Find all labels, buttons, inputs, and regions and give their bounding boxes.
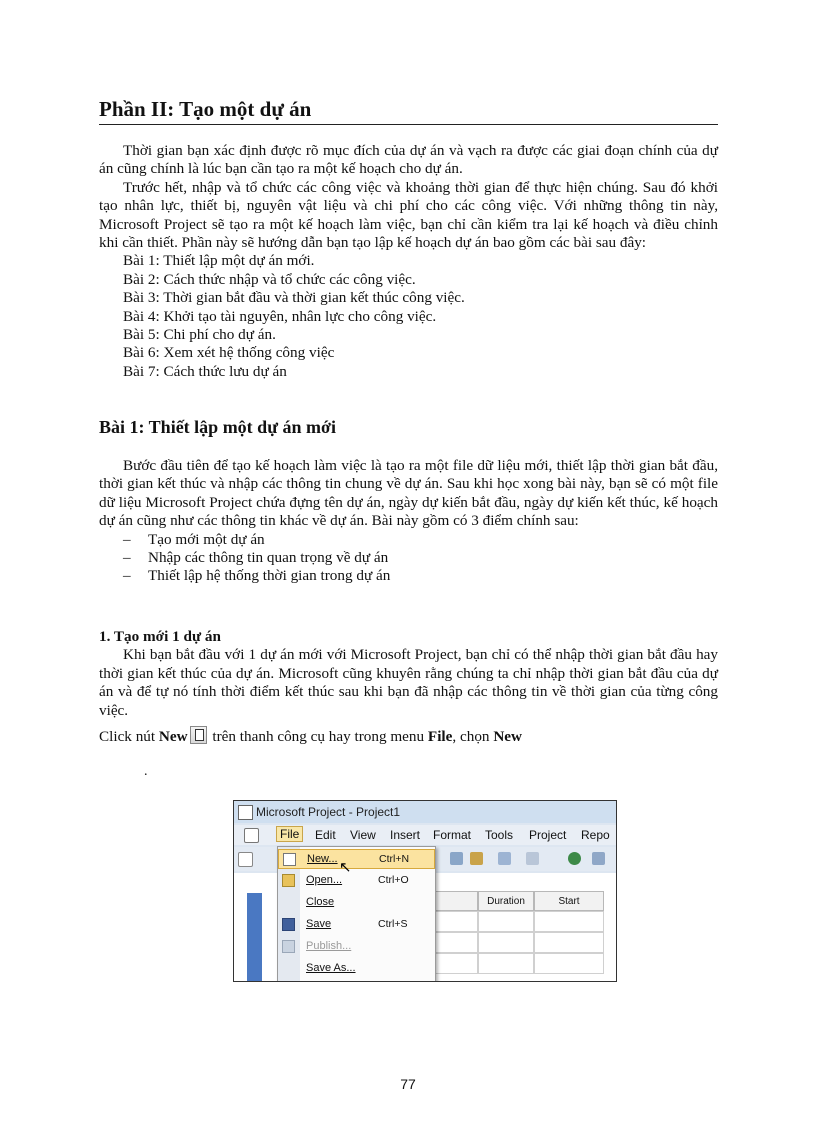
- section-title: Phần II: Tạo một dự án: [99, 96, 718, 125]
- click-instruction: [99, 726, 718, 746]
- window-titlebar: [234, 801, 616, 823]
- new-document-icon: [190, 726, 207, 744]
- window-title: Microsoft Project - Project1: [256, 805, 401, 819]
- click-text-comma: , chọn: [452, 728, 494, 746]
- column-header-start[interactable]: Start: [534, 891, 604, 911]
- menu-item-publish[interactable]: [278, 937, 435, 957]
- lesson-list-item: Bài 3: Thời gian bắt đầu và thời gian kết thúc công việc.: [123, 289, 465, 307]
- menu-view[interactable]: View: [350, 828, 376, 842]
- grid-cell[interactable]: [478, 953, 534, 974]
- grid-cell[interactable]: [534, 932, 604, 953]
- grid-cell[interactable]: [432, 953, 478, 974]
- lesson1-section: [99, 457, 718, 586]
- undo-icon[interactable]: [498, 852, 511, 865]
- redo-icon[interactable]: [526, 852, 539, 865]
- column-header-duration[interactable]: Duration: [478, 891, 534, 911]
- menu-item-save[interactable]: [278, 915, 435, 935]
- dash-bullet: –: [123, 567, 131, 585]
- menu-file[interactable]: File: [276, 826, 303, 842]
- sub1-section: [99, 628, 718, 746]
- grid-cell[interactable]: [432, 911, 478, 932]
- menu-format[interactable]: Format: [433, 828, 472, 842]
- file-bold-text: File: [427, 728, 453, 746]
- menu-project[interactable]: Project: [529, 828, 567, 842]
- main-point-text: Tạo mới một dự án: [148, 530, 265, 548]
- grid-cell[interactable]: [534, 911, 604, 932]
- grid-cell[interactable]: [534, 953, 604, 974]
- menu-item-open[interactable]: [278, 871, 435, 891]
- grid-cell[interactable]: [478, 932, 534, 953]
- menu-doc-icon: [244, 828, 259, 843]
- file-menu-dropdown: [277, 846, 436, 982]
- intro-paragraph-1: Thời gian bạn xác định được rõ mục đích của dự án và vạch ra được các giai đoạn chính của dự án cũng chính là lúc bạn cần tạo ra một kế hoạch cho dự án.: [99, 142, 718, 178]
- menu-item-label: Save As...: [306, 962, 356, 974]
- menu-item-save-as[interactable]: [278, 959, 435, 979]
- menu-item-shortcut: Ctrl+N: [379, 853, 410, 865]
- menu-tools[interactable]: Tools: [485, 828, 514, 842]
- new-bold-text: New: [158, 728, 188, 746]
- lesson1-title: Bài 1: Thiết lập một dự án mới: [99, 417, 336, 437]
- main-point-item: [99, 549, 718, 567]
- lesson-list-item: Bài 1: Thiết lập một dự án mới.: [123, 252, 315, 270]
- lesson-list-item: Bài 5: Chi phí cho dự án.: [123, 326, 276, 344]
- menu-bar: [234, 825, 616, 845]
- format-painter-icon[interactable]: [470, 852, 483, 865]
- stray-dot: .: [144, 764, 148, 779]
- menu-item-label: Save: [306, 918, 332, 930]
- lesson-list-item: Bài 6: Xem xét hệ thống công việc: [123, 344, 335, 362]
- new-bold-text-2: New: [493, 728, 522, 746]
- menu-item-label: Open...: [306, 874, 343, 886]
- publish-icon: [282, 940, 295, 953]
- grid-cell[interactable]: [478, 911, 534, 932]
- mouse-cursor-icon: ↖: [339, 859, 352, 876]
- menu-item-label: Close: [306, 896, 335, 908]
- intro-section: [99, 142, 718, 381]
- sub1-paragraph: Khi bạn bắt đầu với 1 dự án mới với Microsoft Project, bạn chỉ có thể nhập thời gian bắt đầu hay thời gian kết thúc của dự án. Microsoft cũng khuyên rằng chúng ta chỉ nhập thời gian bắt đầu của dự án và để tự nó tính thời điểm kết thúc sau khi bạn đã nhập các thông tin về thời gian của từng công việc.: [99, 646, 718, 719]
- menu-insert[interactable]: Insert: [390, 828, 421, 842]
- save-disk-icon: [282, 918, 295, 931]
- lesson-list-item: Bài 7: Cách thức lưu dự án: [123, 362, 287, 380]
- grid-cell[interactable]: [432, 932, 478, 953]
- menu-item-label: Publish...: [306, 940, 352, 952]
- row-header-strip: [247, 893, 262, 981]
- click-text-pre: Click nút: [99, 728, 159, 746]
- intro-paragraph-2: Trước hết, nhập và tổ chức các công việc và khoảng thời gian để thực hiện chúng. Sau đó khởi tạo nhân lực, thiết bị, nguyên vật liệu và chi phí cho các công việc. Với những thông tin này, Microsoft Project sẽ tạo ra một kế hoạch làm việc, bạn chỉ cần kiểm tra lại kế hoạch và điều chỉnh khi cần thiết. Phần này sẽ hướng dẫn bạn tạo lập kế hoạch dự án bao gồm các bài sau đây:: [99, 178, 718, 252]
- menu-item-label: New...: [307, 853, 338, 865]
- lesson-list-item: Bài 2: Cách thức nhập và tổ chức các công việc.: [123, 270, 416, 288]
- main-point-item: [99, 567, 718, 585]
- menu-item-new[interactable]: [278, 849, 435, 869]
- menu-item-close[interactable]: [278, 893, 435, 913]
- menu-report[interactable]: Repo: [581, 828, 610, 842]
- page-number: 77: [400, 1076, 416, 1092]
- main-point-text: Thiết lập hệ thống thời gian trong dự án: [148, 567, 391, 585]
- dash-bullet: –: [123, 549, 131, 567]
- column-header-blank: [432, 891, 478, 911]
- main-point-item: [99, 531, 718, 549]
- link-icon[interactable]: [568, 852, 581, 865]
- sub1-title: 1. Tạo mới 1 dự án: [99, 628, 221, 645]
- lesson-list-item: Bài 4: Khởi tạo tài nguyên, nhân lực cho công việc.: [123, 307, 437, 325]
- main-point-text: Nhập các thông tin quan trọng về dự án: [148, 549, 389, 567]
- screenshot-figure: [233, 800, 617, 982]
- new-document-icon: [283, 853, 296, 866]
- menu-item-shortcut: Ctrl+S: [378, 918, 408, 930]
- menu-item-shortcut: Ctrl+O: [378, 874, 409, 886]
- new-icon[interactable]: [238, 852, 253, 867]
- menu-edit[interactable]: Edit: [315, 828, 336, 842]
- app-icon: [238, 805, 253, 820]
- open-folder-icon: [282, 874, 295, 887]
- lesson1-paragraph: Bước đầu tiên để tạo kế hoạch làm việc là tạo ra một file dữ liệu mới, thiết lập thời gian bắt đầu, thời gian kết thúc và nhập các thông tin chung về dự án. Sau khi học xong bài này, bạn sẽ có một file dữ liệu Microsoft Project chứa đựng tên dự án, ngày dự kiến bắt đầu, ngày dự kiến kết thúc, kế hoạch dự án cũng như các thông tin khác về dự án. Bài này gồm có 3 điểm chính sau:: [99, 457, 718, 530]
- click-text-mid: trên thanh công cụ hay trong menu: [208, 728, 428, 746]
- split-icon[interactable]: [592, 852, 605, 865]
- print-icon[interactable]: [450, 852, 463, 865]
- dash-bullet: –: [123, 530, 131, 548]
